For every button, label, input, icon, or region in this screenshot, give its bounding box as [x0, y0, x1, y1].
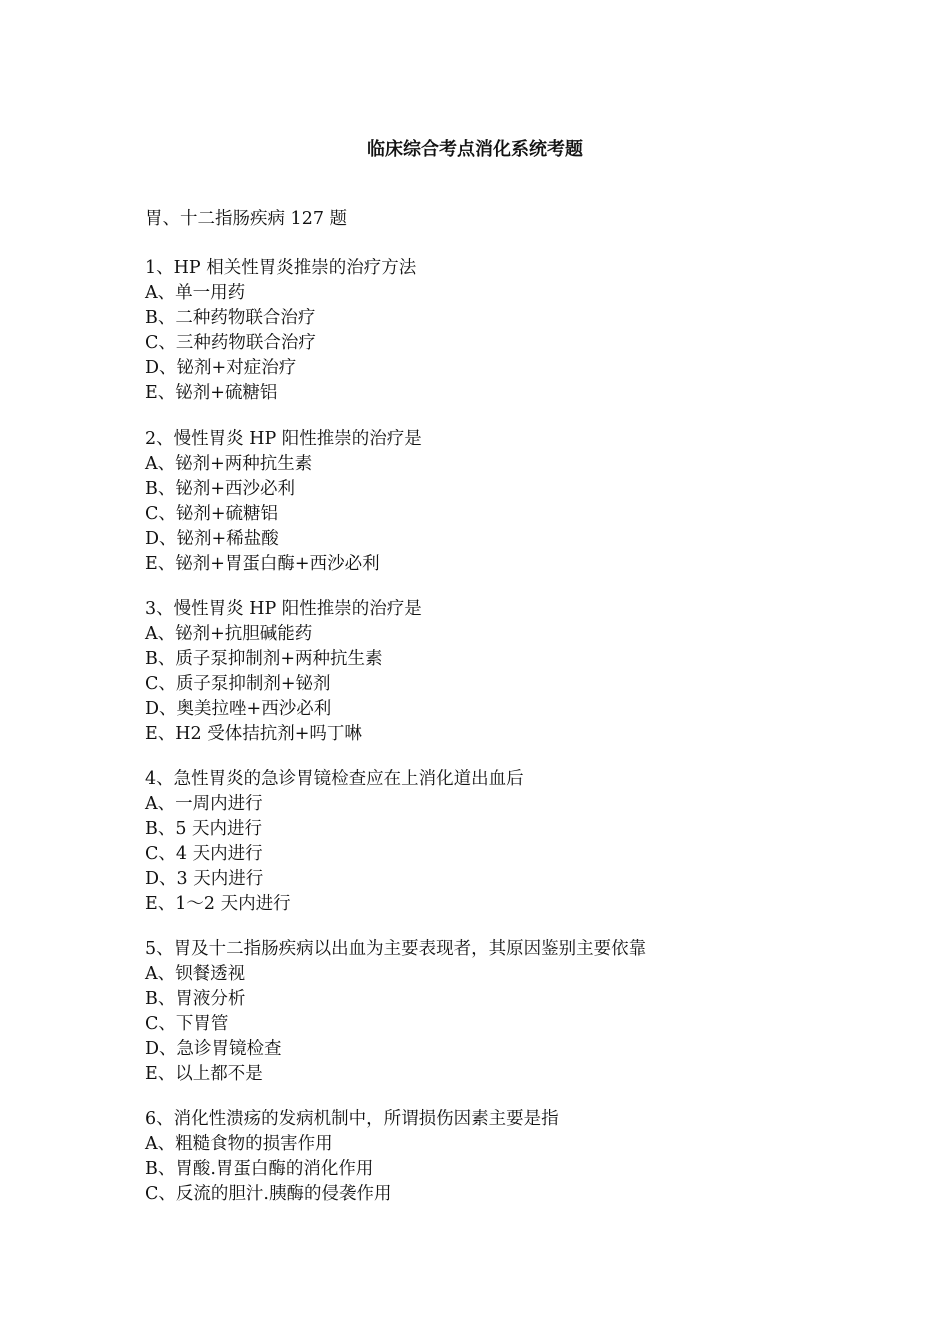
option-b: B、胃液分析: [145, 989, 246, 1009]
option-c: C、4 天内进行: [145, 844, 263, 864]
question-6: [145, 1107, 905, 1207]
question-stem: 6、消化性溃疡的发病机制中，所谓损伤因素主要是指: [145, 1109, 559, 1129]
option-d: D、铋剂+对症治疗: [145, 358, 297, 378]
question-stem: 1、HP 相关性胃炎推崇的治疗方法: [145, 258, 417, 278]
option-d: D、奥美拉唑+西沙必利: [145, 699, 332, 719]
option-a: A、铋剂+两种抗生素: [145, 454, 313, 474]
option-e: E、铋剂+胃蛋白酶+西沙必利: [145, 554, 380, 574]
option-a: A、一周内进行: [145, 794, 263, 814]
question-stem: 5、胃及十二指肠疾病以出血为主要表现者，其原因鉴别主要依靠: [145, 939, 647, 959]
option-e: E、H2 受体拮抗剂+吗丁啉: [145, 724, 362, 744]
option-c: C、反流的胆汁.胰酶的侵袭作用: [145, 1184, 392, 1204]
question-list: [145, 256, 905, 1227]
option-a: A、粗糙食物的损害作用: [145, 1134, 333, 1154]
option-b: B、质子泵抑制剂+两种抗生素: [145, 649, 383, 669]
question-5: [145, 937, 905, 1087]
question-1: [145, 256, 905, 406]
option-a: A、钡餐透视: [145, 964, 246, 984]
option-c: C、质子泵抑制剂+铋剂: [145, 674, 331, 694]
question-3: [145, 597, 905, 747]
option-b: B、5 天内进行: [145, 819, 263, 839]
option-d: D、铋剂+稀盐酸: [145, 529, 279, 549]
option-b: B、胃酸.胃蛋白酶的消化作用: [145, 1159, 374, 1179]
option-d: D、3 天内进行: [145, 869, 264, 889]
option-e: E、铋剂+硫糖铝: [145, 383, 278, 403]
question-stem: 2、慢性胃炎 HP 阳性推崇的治疗是: [145, 429, 422, 449]
section-heading: 胃、十二指肠疾病 127 题: [145, 209, 348, 229]
option-e: E、以上都不是: [145, 1064, 263, 1084]
option-e: E、1～2 天内进行: [145, 894, 291, 914]
option-b: B、铋剂+西沙必利: [145, 479, 296, 499]
question-stem: 3、慢性胃炎 HP 阳性推崇的治疗是: [145, 599, 422, 619]
question-stem: 4、急性胃炎的急诊胃镜检查应在上消化道出血后: [145, 769, 524, 789]
option-a: A、单一用药: [145, 283, 246, 303]
option-c: C、三种药物联合治疗: [145, 333, 316, 353]
option-b: B、二种药物联合治疗: [145, 308, 316, 328]
document-title: 临床综合考点消化系统考题: [367, 139, 583, 160]
option-a: A、铋剂+抗胆碱能药: [145, 624, 313, 644]
option-c: C、铋剂+硫糖铝: [145, 504, 279, 524]
question-2: [145, 427, 905, 577]
option-c: C、下胃管: [145, 1014, 229, 1034]
question-4: [145, 767, 905, 917]
option-d: D、急诊胃镜检查: [145, 1039, 282, 1059]
